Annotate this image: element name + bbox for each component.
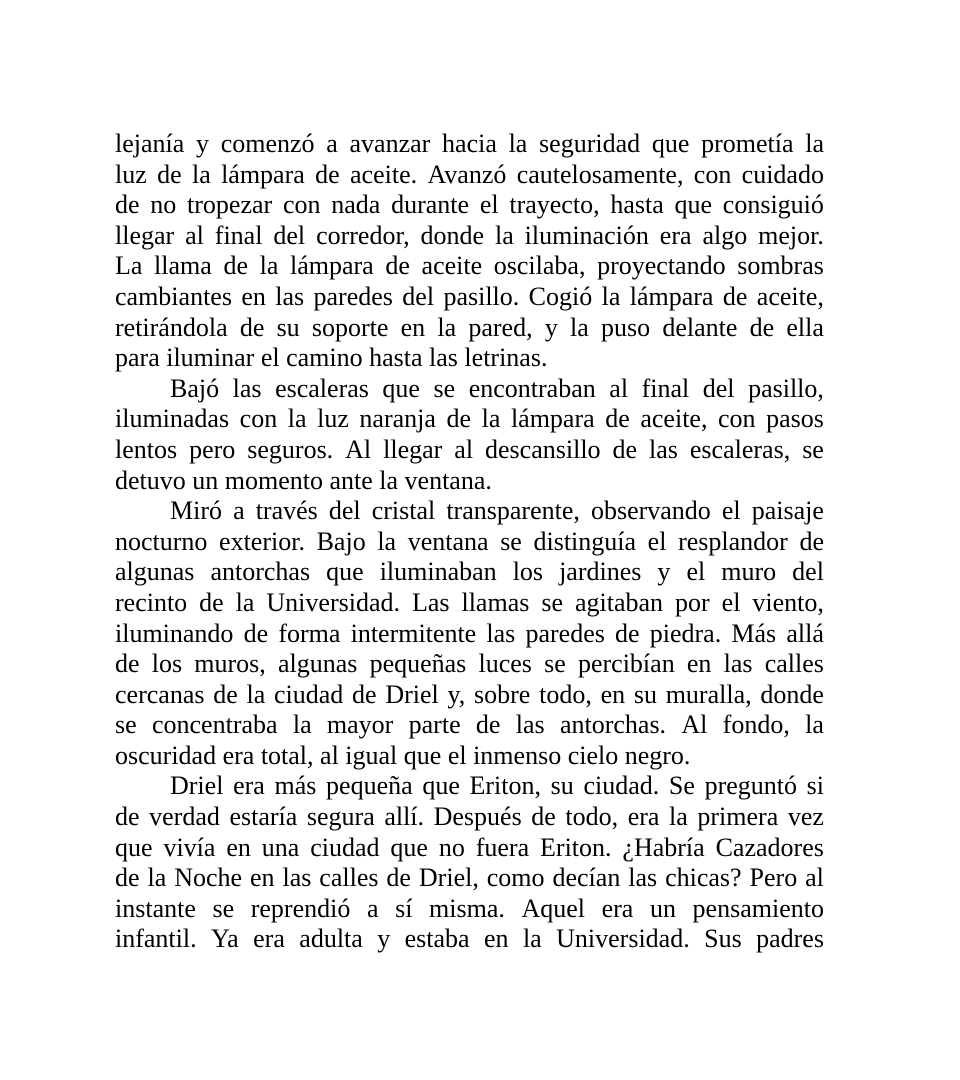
word: al xyxy=(609,373,629,403)
word: descansillo xyxy=(485,434,601,464)
word: vez xyxy=(787,802,824,832)
word: ¿Habría xyxy=(622,832,705,862)
text-line xyxy=(115,404,824,435)
word: jardines xyxy=(559,557,642,587)
word: estaría xyxy=(229,802,298,832)
word: ciudad. xyxy=(583,771,660,801)
word: del xyxy=(792,557,824,587)
word: fuera xyxy=(475,832,530,862)
word: piedra. xyxy=(649,618,722,648)
word: más xyxy=(274,771,317,801)
word: escaleras, xyxy=(689,434,791,464)
text-line: oscuridad era total, al igual que el inmenso cielo negro. xyxy=(115,740,691,770)
word: forma xyxy=(278,618,341,648)
word: estaba xyxy=(404,924,470,954)
word: la xyxy=(292,710,312,740)
word: era xyxy=(659,220,692,250)
word: lámpara xyxy=(629,281,714,311)
word: las xyxy=(628,863,658,893)
word: delante xyxy=(662,312,738,342)
text-line xyxy=(115,619,824,650)
word: cercanas xyxy=(115,679,205,709)
word: a xyxy=(233,496,245,526)
word: donde xyxy=(760,679,824,709)
word: era xyxy=(601,893,634,923)
word: algunas xyxy=(277,649,358,679)
word: oscilaba, xyxy=(493,251,586,281)
word: que xyxy=(651,129,690,158)
word: Cazadores xyxy=(715,832,824,862)
word: como xyxy=(486,863,545,893)
word: seguros. xyxy=(247,434,334,464)
word: la xyxy=(377,526,397,556)
word: Avanzó xyxy=(427,159,507,189)
word: iluminadas xyxy=(115,404,230,434)
word: llegar xyxy=(115,220,175,250)
word: pero xyxy=(189,434,236,464)
word: los xyxy=(512,557,544,587)
word: de xyxy=(199,587,224,617)
word: su xyxy=(550,771,574,801)
word: decían xyxy=(552,863,621,893)
word: paredes xyxy=(313,281,393,311)
word: tropezar xyxy=(187,190,273,220)
word: corredor, xyxy=(316,220,410,250)
paragraph xyxy=(115,374,824,496)
word: percibían xyxy=(577,649,675,679)
word: cristal xyxy=(371,496,436,526)
word: chicas? xyxy=(665,863,742,893)
word: final xyxy=(214,220,263,250)
word: fondo, xyxy=(722,710,790,740)
word: la xyxy=(259,251,279,281)
word: comenzó xyxy=(220,129,315,158)
word: se xyxy=(433,373,456,403)
word: si xyxy=(806,771,824,801)
word: Al xyxy=(681,710,708,740)
word: en xyxy=(400,312,426,342)
word: luz xyxy=(317,404,349,434)
word: era xyxy=(627,802,660,832)
word: allá xyxy=(786,618,824,648)
text-line xyxy=(115,802,824,833)
word: lámpara xyxy=(510,404,595,434)
word: lejanía xyxy=(115,129,185,158)
word: Noche xyxy=(174,863,243,893)
word: mayor xyxy=(326,710,394,740)
word: de xyxy=(799,526,824,556)
word: no xyxy=(150,190,177,220)
word: distinguía xyxy=(533,526,637,556)
word: pequeña xyxy=(326,771,413,801)
word: aceite xyxy=(421,251,483,281)
word: final xyxy=(641,373,690,403)
word: consiguió xyxy=(722,190,824,220)
word: una xyxy=(261,832,300,862)
text-line xyxy=(115,680,824,711)
word: las xyxy=(515,710,545,740)
word: Driel, xyxy=(418,863,479,893)
word: paisaje xyxy=(751,496,824,526)
word: y xyxy=(544,312,558,342)
word: de xyxy=(531,802,556,832)
word: ella xyxy=(786,312,824,342)
word: un xyxy=(649,893,676,923)
text-line xyxy=(115,496,824,527)
word: Al xyxy=(345,434,372,464)
word: y xyxy=(196,129,209,158)
word: de xyxy=(605,404,630,434)
word: adulta xyxy=(299,924,363,954)
word: luz xyxy=(115,159,147,189)
text-line xyxy=(115,710,824,741)
word: llama xyxy=(154,251,212,281)
word: instante xyxy=(115,893,196,923)
word: el xyxy=(686,557,706,587)
word: era xyxy=(233,771,265,801)
word: el xyxy=(479,190,499,220)
word: en xyxy=(226,832,251,862)
word: nocturno xyxy=(115,526,208,556)
word: paredes xyxy=(525,618,605,648)
word: la xyxy=(437,312,457,342)
word: pared, xyxy=(468,312,533,342)
word: de xyxy=(386,863,411,893)
text-line xyxy=(115,313,824,344)
word: en xyxy=(484,924,509,954)
word: los xyxy=(151,649,183,679)
text-line xyxy=(115,282,824,313)
word: en xyxy=(686,649,712,679)
text-line xyxy=(115,833,824,864)
word: todo, xyxy=(539,679,592,709)
word: las xyxy=(282,863,312,893)
word: seguridad xyxy=(539,129,641,158)
word: muro xyxy=(721,557,777,587)
word: de xyxy=(115,802,140,832)
word: de xyxy=(612,434,638,464)
word: iluminando xyxy=(115,618,234,648)
word: concentraba xyxy=(151,710,278,740)
word: misma. xyxy=(429,893,505,923)
word: la xyxy=(601,281,621,311)
word: con xyxy=(282,190,321,220)
word: y, xyxy=(447,679,466,709)
word: aceite, xyxy=(756,281,824,311)
word: que xyxy=(674,190,713,220)
word: con xyxy=(693,159,732,189)
word: aceite. xyxy=(350,159,418,189)
word: que xyxy=(115,832,153,862)
word: muros, xyxy=(194,649,266,679)
word: hasta xyxy=(610,190,664,220)
word: la xyxy=(191,159,211,189)
word: se xyxy=(212,893,235,923)
word: ciudad xyxy=(310,832,380,862)
word: que xyxy=(390,832,428,862)
word: del xyxy=(402,281,435,311)
word: Pero xyxy=(749,863,798,893)
word: antorchas xyxy=(210,557,311,587)
word: puso xyxy=(600,312,651,342)
word: antorchas. xyxy=(559,710,667,740)
word: por xyxy=(675,587,710,617)
word: preguntó xyxy=(704,771,797,801)
word: ventana xyxy=(407,526,489,556)
word: la xyxy=(235,587,255,617)
word: cambiantes xyxy=(115,281,232,311)
word: escaleras xyxy=(275,373,369,403)
word: vivía xyxy=(163,832,216,862)
word: en xyxy=(241,281,266,311)
word: segura xyxy=(306,802,375,832)
word: cuidado xyxy=(741,159,824,189)
word: transparente, xyxy=(446,496,580,526)
text-line xyxy=(115,435,824,466)
word: la xyxy=(669,802,688,832)
text-line xyxy=(115,557,824,588)
word: pensamiento xyxy=(692,893,824,923)
word: de xyxy=(243,618,269,648)
word: trayecto, xyxy=(509,190,600,220)
word: cautelosamente, xyxy=(516,159,684,189)
word: algo xyxy=(702,220,748,250)
word: pasillo, xyxy=(748,373,824,403)
word: la xyxy=(805,710,824,740)
word: Universidad. xyxy=(266,587,400,617)
paragraph xyxy=(115,496,824,771)
word: Aquel xyxy=(521,893,586,923)
word: con xyxy=(239,404,278,434)
word: iluminación xyxy=(524,220,649,250)
word: través xyxy=(255,496,318,526)
word: de xyxy=(475,710,501,740)
word: del xyxy=(702,373,735,403)
word: viento, xyxy=(752,587,824,617)
word: su xyxy=(633,679,657,709)
word: la xyxy=(494,220,514,250)
word: de xyxy=(223,251,248,281)
word: de xyxy=(749,312,775,342)
word: de xyxy=(352,679,377,709)
text-line xyxy=(115,221,824,252)
word: era xyxy=(253,924,285,954)
text-line xyxy=(115,924,824,955)
text-line xyxy=(115,649,824,680)
word: donde xyxy=(420,220,485,250)
word: primera xyxy=(697,802,779,832)
word: verdad xyxy=(149,802,220,832)
word: Ya xyxy=(211,924,239,954)
word: sobre xyxy=(474,679,531,709)
word: que xyxy=(422,771,460,801)
text-block xyxy=(115,129,824,955)
word: y xyxy=(657,557,671,587)
word: sombras xyxy=(737,251,824,281)
word: de xyxy=(385,251,410,281)
word: llegar xyxy=(383,434,443,464)
word: del xyxy=(273,220,306,250)
word: las xyxy=(232,373,262,403)
word: de xyxy=(157,159,182,189)
word: se xyxy=(544,649,566,679)
word: y xyxy=(377,924,391,954)
text-line xyxy=(115,251,824,282)
word: la xyxy=(147,863,167,893)
word: de xyxy=(239,312,265,342)
word: reprendió xyxy=(250,893,351,923)
word: las xyxy=(723,649,753,679)
word: de xyxy=(213,679,238,709)
word: prometía xyxy=(701,129,794,158)
text-line: para iluminar el camino hasta las letrinas. xyxy=(115,343,548,373)
word: no xyxy=(438,832,465,862)
text-line xyxy=(115,894,824,925)
word: las xyxy=(275,281,305,311)
word: La xyxy=(115,251,143,281)
text-line xyxy=(115,527,824,558)
word: Driel xyxy=(385,679,439,709)
word: Universidad. xyxy=(556,924,690,954)
word: del xyxy=(328,496,361,526)
word: la xyxy=(570,312,589,342)
word: Se xyxy=(668,771,695,801)
word: Miró xyxy=(170,496,222,526)
word: avanzar xyxy=(349,129,431,158)
word: se xyxy=(541,587,563,617)
word: a xyxy=(366,893,379,923)
word: proyectando xyxy=(597,251,726,281)
word: de xyxy=(115,190,140,220)
word: infantil. xyxy=(115,924,197,954)
word: durante xyxy=(391,190,470,220)
word: hacia xyxy=(442,129,497,158)
word: se xyxy=(500,526,522,556)
word: de xyxy=(446,404,472,434)
word: pasos xyxy=(766,404,824,434)
word: allí. xyxy=(384,802,425,832)
text-line xyxy=(115,190,824,221)
word: agitaban xyxy=(574,587,664,617)
word: Después xyxy=(433,802,522,832)
word: intermitente xyxy=(350,618,477,648)
word: que xyxy=(382,373,420,403)
word: de xyxy=(315,159,340,189)
word: algunas xyxy=(115,557,195,587)
word: sí xyxy=(395,893,413,923)
word: retirándola xyxy=(115,312,228,342)
word: Eriton, xyxy=(469,771,542,801)
word: padres xyxy=(756,924,824,954)
word: la xyxy=(805,129,824,158)
paragraph xyxy=(115,771,824,955)
word: Bajó xyxy=(170,373,220,403)
word: observando xyxy=(590,496,711,526)
word: luces xyxy=(478,649,532,679)
word: las xyxy=(649,434,678,464)
word: recinto xyxy=(115,587,188,617)
word: a xyxy=(326,129,338,158)
text-line xyxy=(115,588,824,619)
word: calles xyxy=(319,863,379,893)
text-line xyxy=(115,863,824,894)
word: de xyxy=(115,649,140,679)
word: muralla, xyxy=(665,679,752,709)
word: aceite, xyxy=(640,404,708,434)
word: todo, xyxy=(565,802,619,832)
word: al xyxy=(454,434,474,464)
text-line xyxy=(115,129,824,160)
word: la xyxy=(508,129,528,158)
text-line xyxy=(115,374,824,405)
word: de xyxy=(615,618,640,648)
word: en xyxy=(600,679,626,709)
word: encontraban xyxy=(468,373,596,403)
word: resplandor xyxy=(678,526,788,556)
word: calles xyxy=(764,649,824,679)
word: que xyxy=(326,557,364,587)
word: parte xyxy=(408,710,461,740)
word: al xyxy=(185,220,204,250)
word: en xyxy=(249,863,275,893)
word: llamas xyxy=(461,587,530,617)
word: con xyxy=(718,404,756,434)
word: la xyxy=(287,404,307,434)
word: lámpara xyxy=(221,159,305,189)
word: la xyxy=(481,404,501,434)
text-line xyxy=(115,160,824,191)
word: pasillo. xyxy=(443,281,520,311)
paragraph xyxy=(115,129,824,374)
word: pequeñas xyxy=(369,649,467,679)
word: de xyxy=(722,281,748,311)
text-line: detuvo un momento ante la ventana. xyxy=(115,465,492,495)
word: las xyxy=(486,618,516,648)
word: lámpara xyxy=(290,251,374,281)
word: el xyxy=(721,496,741,526)
word: al xyxy=(805,863,824,893)
word: Más xyxy=(731,618,777,648)
word: Sus xyxy=(704,924,742,954)
word: Eriton. xyxy=(540,832,612,862)
word: el xyxy=(721,587,741,617)
word: exterior. xyxy=(219,526,305,556)
word: se xyxy=(802,434,824,464)
word: mejor. xyxy=(758,220,824,250)
word: ciudad xyxy=(274,679,344,709)
word: Driel xyxy=(170,771,224,801)
word: la xyxy=(246,679,266,709)
word: su xyxy=(276,312,300,342)
word: el xyxy=(647,526,667,556)
text-line xyxy=(115,771,824,802)
word: Cogió xyxy=(528,281,593,311)
word: Bajo xyxy=(316,526,366,556)
word: naranja xyxy=(359,404,436,434)
word: nada xyxy=(331,190,381,220)
word: iluminaban xyxy=(379,557,497,587)
word: Las xyxy=(411,587,450,617)
word: se xyxy=(115,710,137,740)
word: soporte xyxy=(311,312,389,342)
word: de xyxy=(115,863,140,893)
word: la xyxy=(522,924,542,954)
word: lentos xyxy=(115,434,178,464)
